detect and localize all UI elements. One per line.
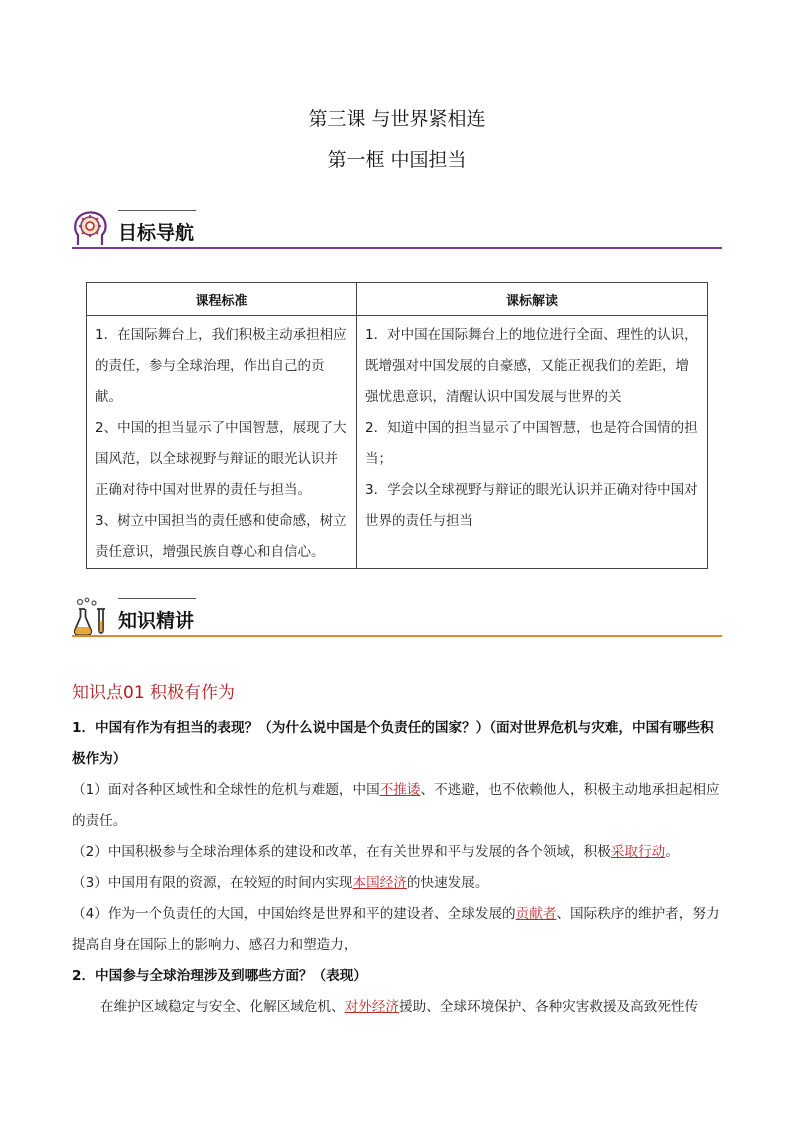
section-title: 第一框 中国担当 (327, 149, 467, 171)
underlined-keyword: 对外经济 (344, 999, 400, 1015)
answer-text: 的快速发展。 (406, 875, 489, 891)
interpretation-cell (357, 316, 708, 569)
question-1: 1．中国有作为有担当的表现？（为什么说中国是个负责任的国家？）（面对世界危机与灾难，中国有哪些积极作为） (72, 720, 714, 767)
answer-item-2 (72, 837, 724, 868)
answer-text: 、不逃避，也不依赖他人，积极主动地承担起相应的责任。 (72, 782, 720, 829)
knowledge-content (72, 713, 724, 1023)
underlined-keyword: 贡献者 (515, 906, 557, 922)
interpretation-item: 2．知道中国的担当显示了中国智慧，也是符合国情的担当； (365, 420, 698, 467)
standard-item: 2、中国的担当显示了中国智慧，展现了大国风范，以全球视野与辩证的眼光认识并正确对待中国对世界的责任与担当。 (95, 420, 347, 498)
course-standards-table (86, 282, 708, 569)
header-accent-line (118, 210, 196, 211)
lab-flask-icon (72, 597, 110, 637)
goals-section-header (72, 209, 722, 249)
col-header-interpretation: 课标解读 (357, 283, 708, 316)
goals-section-label: 目标导航 (118, 222, 195, 244)
interpretation-item: 3．学会以全球视野与辩证的眼光认识并正确对待中国对世界的责任与担当 (365, 482, 698, 529)
underlined-keyword: 本国经济 (352, 875, 407, 891)
col-header-standards: 课程标准 (87, 283, 357, 316)
brain-gear-icon (72, 209, 110, 249)
answer-text: 、国际秩序的维护者，努力提高自身在国际上的影响力、感召力和塑造力， (72, 906, 720, 953)
answer-item-4 (72, 899, 724, 961)
question-2: 2．中国参与全球治理涉及到哪些方面？（表现） (72, 968, 367, 984)
answer-text: （1）面对各种区域性和全球性的危机与难题，中国 (72, 782, 380, 798)
underlined-keyword: 采取行动 (610, 844, 666, 860)
knowledge-point-title: 知识点01 积极有作为 (72, 683, 236, 703)
underlined-keyword: 不推诿 (379, 782, 421, 798)
interpretation-item: 1．对中国在国际舞台上的地位进行全面、理性的认识，既增强对中国发展的自豪感，又能正视我们的差距，增强忧患意识，清醒认识中国发展与世界的关 (365, 327, 698, 405)
section-divider (72, 635, 722, 637)
lesson-title: 第三课 与世界紧相连 (308, 108, 486, 130)
answer-text: （4）作为一个负责任的大国，中国始终是世界和平的建设者、全球发展的 (72, 906, 516, 922)
section-divider (72, 247, 722, 249)
answer-text: （3）中国用有限的资源，在较短的时间内实现 (72, 875, 353, 891)
answer-item-3 (72, 868, 724, 899)
knowledge-section-header (72, 597, 722, 637)
answer-text: 。 (665, 844, 679, 860)
answer-text: （2）中国积极参与全球治理体系的建设和改革，在有关世界和平与发展的各个领域，积极 (72, 844, 611, 860)
answer-item-1 (72, 775, 724, 837)
standard-item: 1．在国际舞台上，我们积极主动承担相应的责任，参与全球治理，作出自己的贡献。 (95, 327, 347, 405)
standard-item: 3、树立中国担当的责任感和使命感，树立责任意识，增强民族自尊心和自信心。 (95, 513, 347, 560)
header-accent-line (118, 598, 196, 599)
knowledge-section-label: 知识精讲 (118, 610, 195, 632)
table-header-row (87, 283, 708, 316)
standards-cell (87, 316, 357, 569)
answer-item-5 (72, 992, 724, 1023)
table-row (87, 316, 708, 569)
answer-text: 在维护区域稳定与安全、化解区域危机、 (100, 999, 345, 1015)
answer-text: 援助、全球环境保护、各种灾害救援及高致死性传 (399, 999, 699, 1015)
